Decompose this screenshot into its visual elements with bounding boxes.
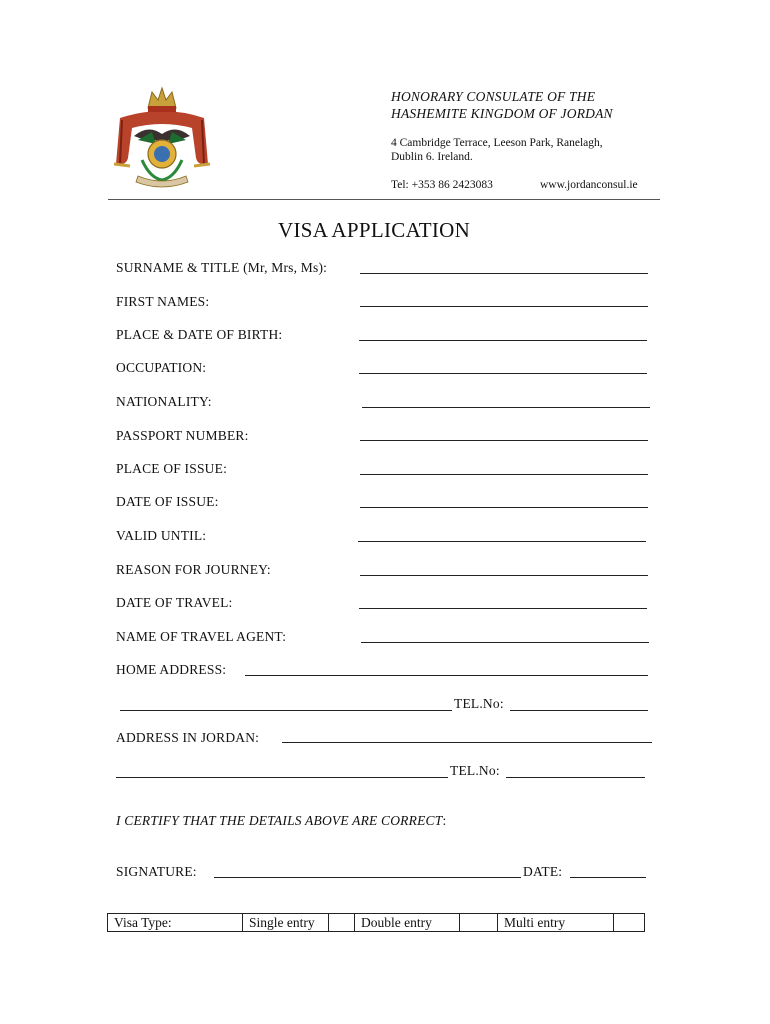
travel-agent-input-line[interactable] xyxy=(361,642,649,643)
certify-colon: : xyxy=(442,813,447,828)
certify-text: I CERTIFY THAT THE DETAILS ABOVE ARE CORRECT xyxy=(116,813,443,828)
address-line2: Dublin 6. Ireland. xyxy=(391,151,473,163)
first-names-label: FIRST NAMES: xyxy=(116,294,210,309)
birth-label: PLACE & DATE OF BIRTH: xyxy=(116,327,283,342)
address-line1: 4 Cambridge Terrace, Leeson Park, Ranelagh, xyxy=(391,137,603,149)
jordan-tel-input-line[interactable] xyxy=(506,777,645,778)
visa-type-row xyxy=(108,914,645,932)
date-input-line[interactable] xyxy=(570,877,646,878)
consulate-name-line2: HASHEMITE KINGDOM OF JORDAN xyxy=(391,106,613,121)
first-names-input-line[interactable] xyxy=(360,306,648,307)
home-tel-label: TEL.No: xyxy=(454,696,504,711)
page-title: VISA APPLICATION xyxy=(278,218,471,242)
jordan-tel-label: TEL.No: xyxy=(450,763,500,778)
reason-label: REASON FOR JOURNEY: xyxy=(116,562,271,577)
home-tel-input-line[interactable] xyxy=(510,710,648,711)
multi-entry-label: Multi entry xyxy=(498,914,614,932)
jordan-address-input-line2[interactable] xyxy=(116,777,448,778)
valid-until-input-line[interactable] xyxy=(358,541,646,542)
place-issue-input-line[interactable] xyxy=(360,474,648,475)
place-issue-label: PLACE OF ISSUE: xyxy=(116,461,228,476)
signature-input-line[interactable] xyxy=(214,877,521,878)
home-address-input-line[interactable] xyxy=(245,675,648,676)
surname-label: SURNAME & TITLE (Mr, Mrs, Ms): xyxy=(116,260,328,275)
reason-input-line[interactable] xyxy=(360,575,648,576)
single-entry-label: Single entry xyxy=(243,914,329,932)
date-travel-input-line[interactable] xyxy=(359,608,647,609)
visa-type-table xyxy=(107,913,645,932)
single-entry-checkbox[interactable] xyxy=(329,914,355,932)
jordan-address-input-line[interactable] xyxy=(282,742,652,743)
consulate-name-line1: HONORARY CONSULATE OF THE xyxy=(391,89,596,104)
surname-input-line[interactable] xyxy=(360,273,648,274)
birth-input-line[interactable] xyxy=(359,340,647,341)
coat-of-arms-emblem xyxy=(112,86,212,192)
date-issue-input-line[interactable] xyxy=(360,507,648,508)
multi-entry-checkbox[interactable] xyxy=(614,914,645,932)
header-divider xyxy=(108,199,660,200)
occupation-input-line[interactable] xyxy=(359,373,647,374)
website-text: www.jordanconsul.ie xyxy=(540,179,638,191)
visa-type-label: Visa Type: xyxy=(108,914,243,932)
date-travel-label: DATE OF TRAVEL: xyxy=(116,595,233,610)
passport-label: PASSPORT NUMBER: xyxy=(116,428,249,443)
occupation-label: OCCUPATION: xyxy=(116,360,207,375)
valid-until-label: VALID UNTIL: xyxy=(116,528,207,543)
certify-statement xyxy=(116,813,446,829)
signature-label: SIGNATURE: xyxy=(116,864,197,879)
jordan-address-label: ADDRESS IN JORDAN: xyxy=(116,730,260,745)
date-issue-label: DATE OF ISSUE: xyxy=(116,494,219,509)
nationality-label: NATIONALITY: xyxy=(116,394,212,409)
home-address-input-line2[interactable] xyxy=(120,710,452,711)
home-address-label: HOME ADDRESS: xyxy=(116,662,227,677)
nationality-input-line[interactable] xyxy=(362,407,650,408)
double-entry-checkbox[interactable] xyxy=(460,914,498,932)
double-entry-label: Double entry xyxy=(355,914,460,932)
passport-input-line[interactable] xyxy=(360,440,648,441)
telephone-text: Tel: +353 86 2423083 xyxy=(391,179,493,191)
travel-agent-label: NAME OF TRAVEL AGENT: xyxy=(116,629,287,644)
date-label: DATE: xyxy=(523,864,563,879)
